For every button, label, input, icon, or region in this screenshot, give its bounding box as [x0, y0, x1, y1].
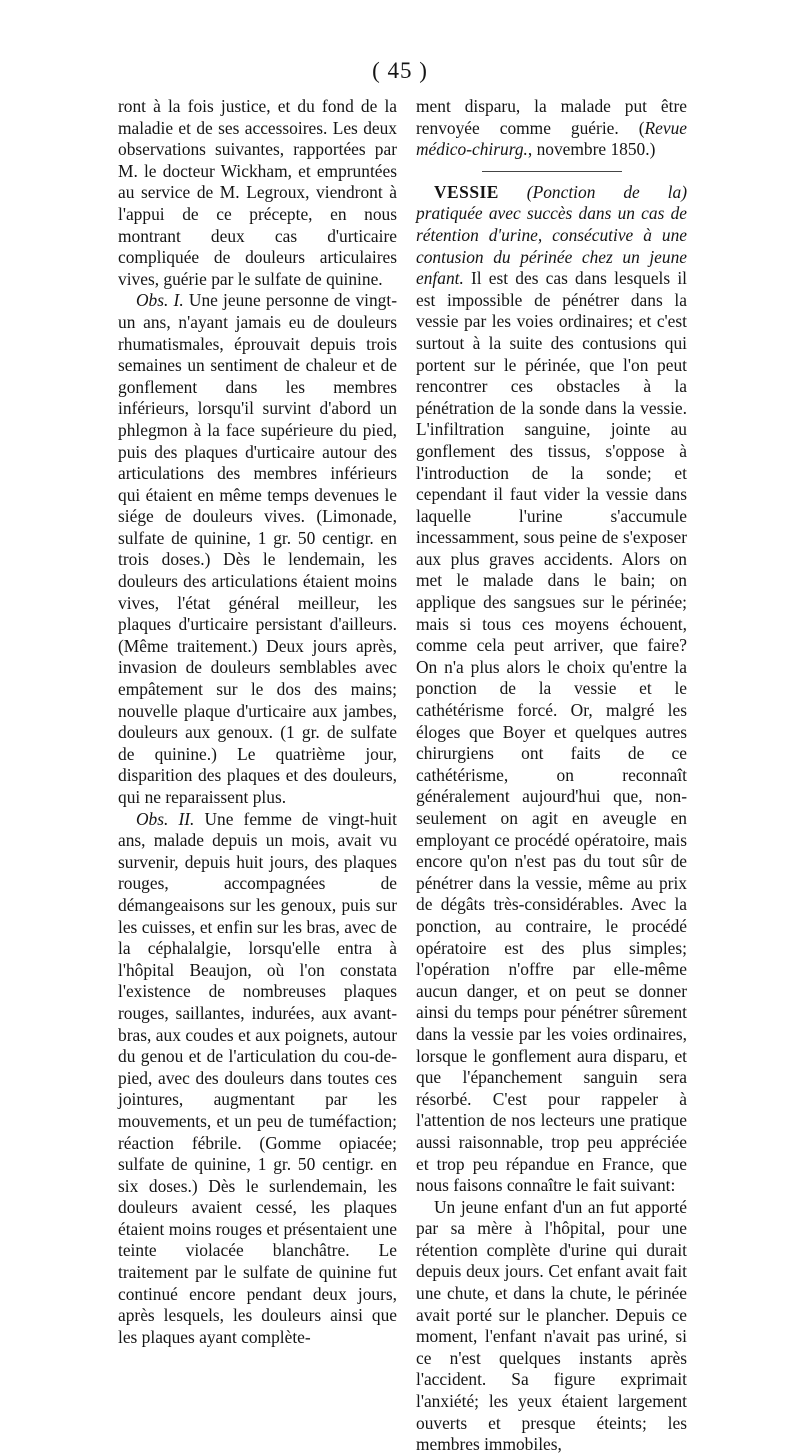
- source-citation: Revue médico-chirurg.: [416, 117, 687, 160]
- case-paragraph: Un jeune enfant d'un an fut apporté par sa mère à l'hôpital, pour une rétention complète d'urine qui durait depuis deux jours. Cet enfant avait fait une chute, et dans la chute, le périnée avait porté sur le plancher. Depuis ce moment, l'enfant n'avait pas uriné, si ce n'est quelques instants après l'accident. Sa figure exprimait l'anxiété; les yeux étaient largement ouverts et presque éteints; les membres immobiles,: [416, 1196, 687, 1455]
- observation-2: [118, 809, 397, 1349]
- observation-2-text: Une femme de vingt-huit ans, malade depuis un mois, avait vu survenir, depuis huit jours, des plaques rouges, accompagnées de démangeaisons sur les genoux, puis sur les cuisses, et enfin sur les bras, avec de la céphalalgie, lorsqu'elle entra à l'hôpital Beaujon, où l'on constata l'existence de nombreuses plaques rouges, saillantes, indurées, aux avant-bras, aux coudes et aux poignets, autour du genou et de l'articulation du cou-de-pied, avec des douleurs dans toutes ces jointures, augmentant par les mouvements, et un peu de tuméfaction; réaction fébrile. (Gomme opiacée; sulfate de quinine, 1 gr. 50 centigr. en six doses.) Dès le surlendemain, les douleurs avaient cessé, les plaques étaient moins rouges et présentaient une teinte violacée blanchâtre. Le traitement par le sulfate de quinine fut continué encore pendant deux jours, après lesquels, les douleurs ainsi que les plaques ayant complète-: [118, 808, 397, 1347]
- article-subtitle: (Ponction de la) pratiquée avec succès dans un cas de rétention d'urine, consécutive à une contusion du périnée chez un jeune enfant.: [416, 181, 687, 289]
- intro-paragraph: ront à la fois justice, et du fond de la maladie et de ses accessoires. Les deux observations suivantes, rapportées par M. le docteur Wickham, et empruntées au service de M. Legroux, viendront à l'appui de ce précepte, en nous montrant deux cas d'urticaire compliquée de douleurs articulaires vives, guérie par le sulfate de quinine.: [118, 96, 397, 289]
- right-column: [416, 96, 687, 1456]
- continuation-text: ment disparu, la malade put être renvoyée comme guérie. (: [416, 96, 687, 138]
- observation-1: [118, 290, 397, 808]
- page-number: ( 45 ): [372, 58, 428, 83]
- article-text: Il est des cas dans lesquels il est impossible de pénétrer dans la vessie par les voies ordinaires; et c'est surtout à la suite des contusions qui portent sur le périnée, que l'on peut rencontrer ces obstacles à la pénétration de la sonde dans la vessie. L'infiltration sanguine, jointe au gonflement des tissus, s'oppose à l'introduction de la sonde; et cependant il faut vider la vessie dans laquelle l'urine s'accumule incessamment, sous peine de s'exposer aux plus graves accidents. Alors on met le malade dans le bain; on applique des sangsues sur le périnée; mais si tous ces moyens échouent, comme cela peut arriver, que faire? On n'a plus alors le choix qu'entre la ponction de la vessie et le cathétérisme forcé. Or, malgré les éloges que Boyer et quelques autres chirurgiens ont faits de ce cathétérisme, on reconnaît généralement aujourd'hui que, non-seulement on agit en aveugle en employant ce procédé opératoire, mais encore qu'on n'est pas du tout sûr de pénétrer dans la vessie, même au prix de dégâts très-considérables. Avec la ponction, au contraire, le procédé opératoire est des plus simples; l'opération n'offre par elle-même aucun danger, et on peut se donner ainsi du temps pour pénétrer sûrement dans la vessie par les voies ordinaires, lorsque le gonflement aura disparu, et que l'épanchement sanguin sera résorbé. C'est pour rappeler à l'attention de nos lecteurs une pratique aussi raisonnable, trop peu appréciée et trop peu répandue en France, que nous faisons connaître le fait suivant:: [416, 268, 687, 1196]
- observation-1-label: Obs. I.: [136, 290, 184, 311]
- continuation-paragraph: [416, 96, 687, 161]
- article-title: VESSIE: [434, 181, 499, 202]
- observation-1-text: Une jeune personne de vingt-un ans, n'ayant jamais eu de douleurs rhumatismales, éprouvait depuis trois semaines un sentiment de chaleur et de gonflement dans les membres inférieurs, lorsqu'il survint d'abord un phlegmon à la face supérieure du pied, puis des plaques d'urticaire autour des articulations des membres inférieurs qui étaient en même temps devenues le siége de douleurs vives. (Limonade, sulfate de quinine, 1 gr. 50 centigr. en trois doses.) Dès le lendemain, les douleurs des articulations étaient moins vives, l'état général meilleur, les plaques d'urticaire persistant d'ailleurs. (Même traitement.) Deux jours après, invasion de douleurs semblables avec empâtement sur le dos des mains; nouvelle plaque d'urticaire aux jambes, douleurs aux genoux. (1 gr. de sulfate de quinine.) Le quatrième jour, disparition des plaques et des douleurs, qui ne reparaissent plus.: [118, 290, 397, 807]
- continuation-end: , novembre 1850.): [527, 139, 656, 160]
- observation-2-label: Obs. II.: [136, 808, 195, 829]
- section-divider: [482, 171, 622, 172]
- left-column: [118, 96, 397, 1348]
- article-vessie: [416, 182, 687, 1197]
